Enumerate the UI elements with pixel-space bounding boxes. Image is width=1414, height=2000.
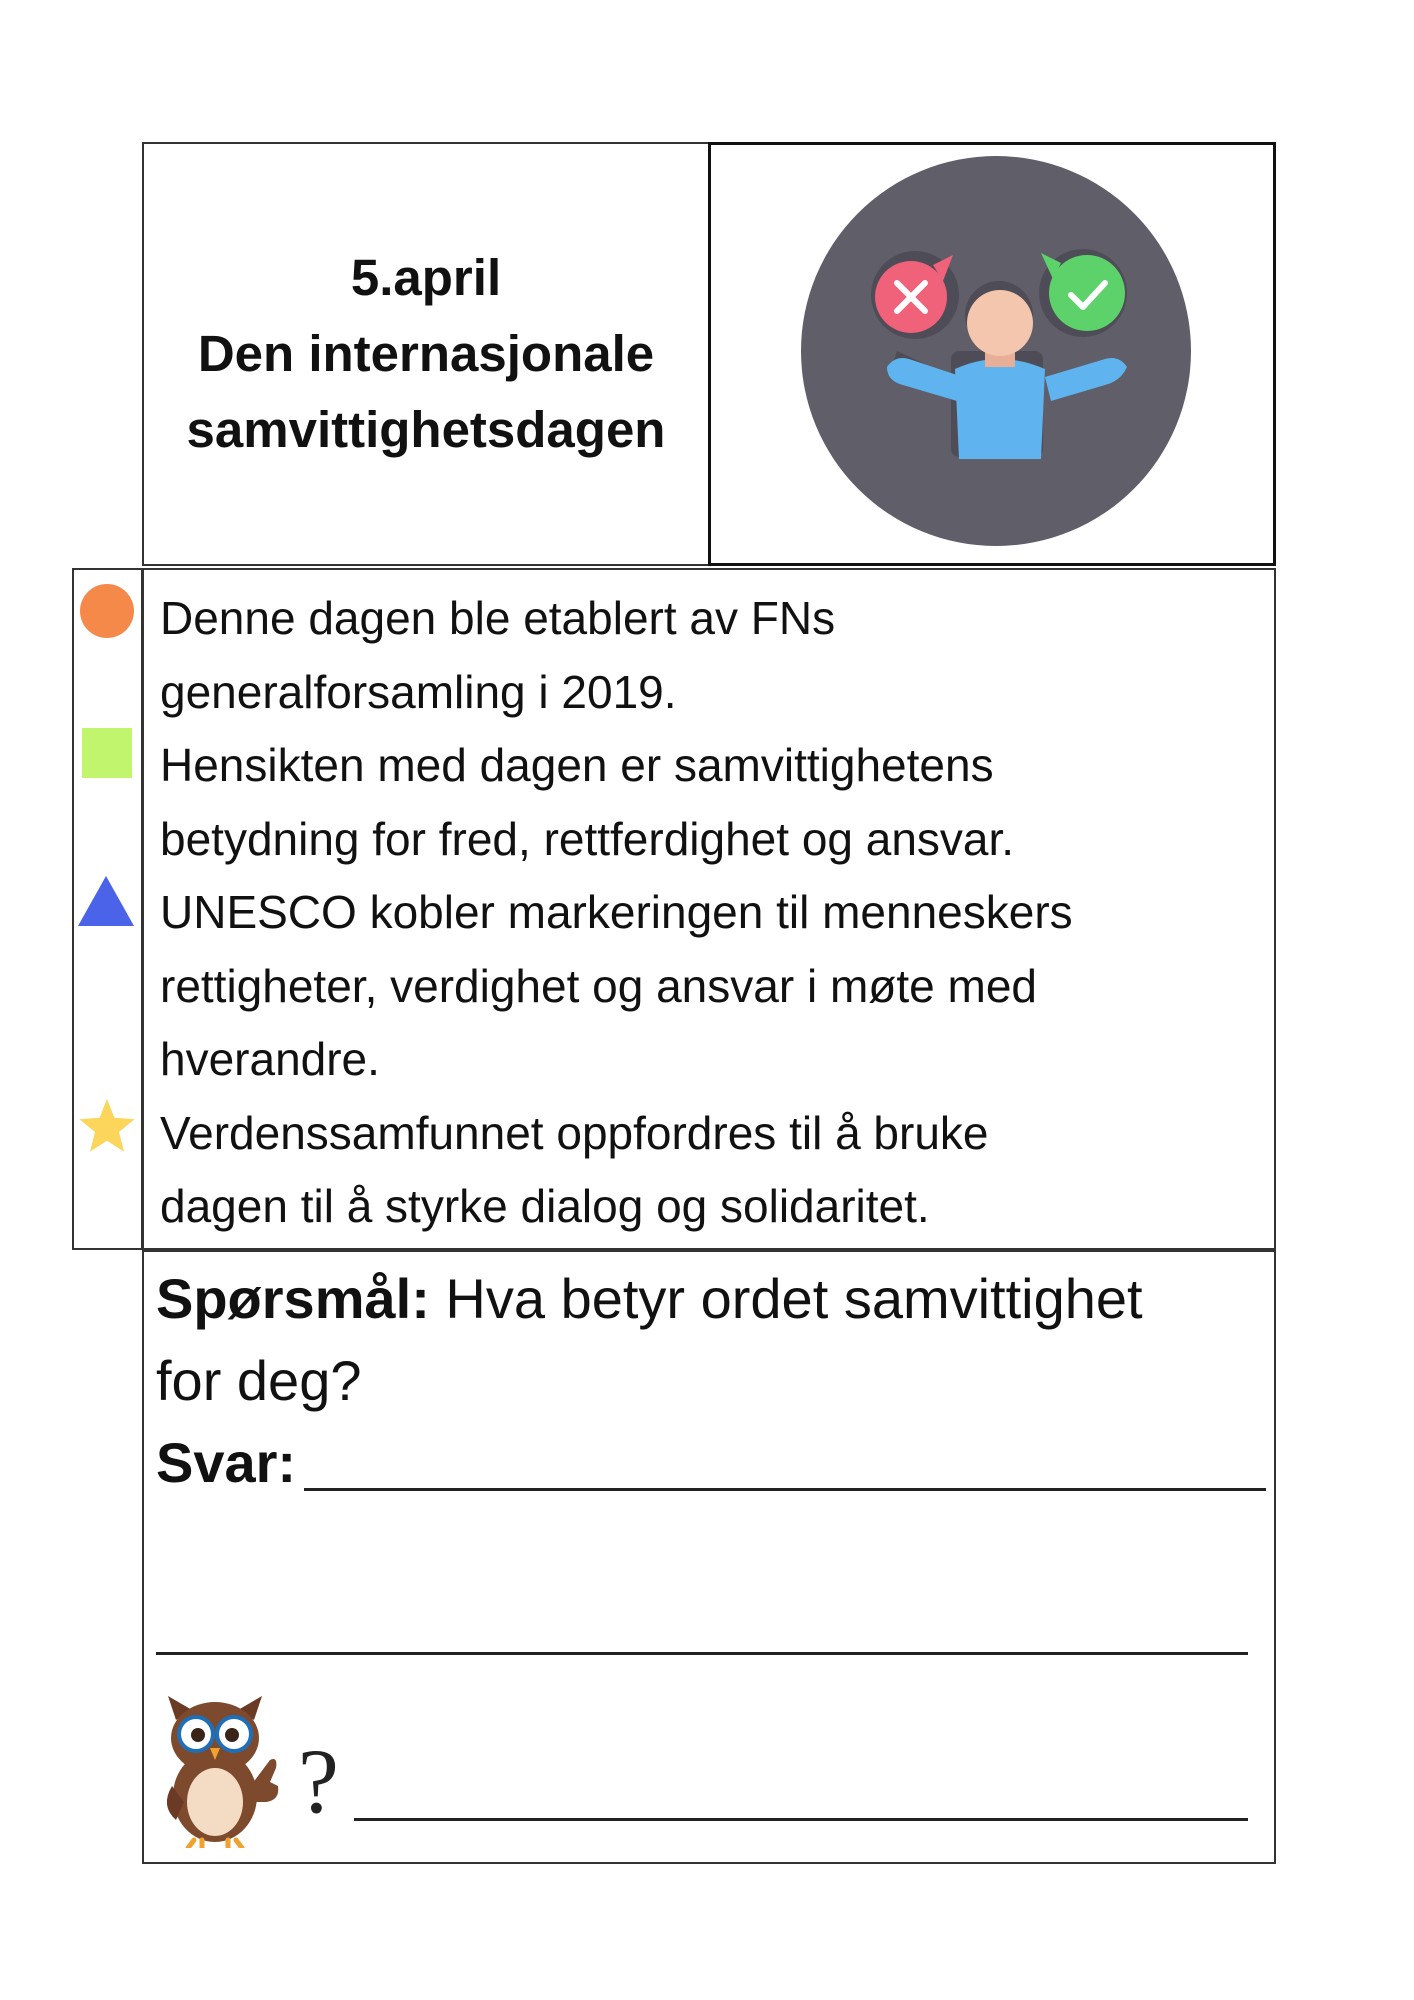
answer-line-2[interactable] (156, 1652, 1248, 1655)
answer-line-1[interactable] (304, 1488, 1266, 1491)
question-line-1 (156, 1266, 1143, 1331)
info-line: Verdenssamfunnet oppfordres til å bruke (160, 1106, 989, 1159)
question-label: Spørsmål: (156, 1267, 430, 1330)
info-line: dagen til å styrke dialog og solidaritet. (160, 1180, 930, 1232)
info-line: Denne dagen ble etablert av FNs (160, 592, 836, 644)
shape-column (72, 568, 143, 1250)
info-line: UNESCO kobler markeringen til menneskers (160, 886, 1073, 938)
image-cell (708, 142, 1276, 566)
triangle-icon (76, 874, 136, 928)
question-mark: ? (298, 1730, 339, 1832)
square-icon (80, 726, 134, 780)
title-cell (142, 142, 710, 566)
question-text-1: Hva betyr ordet samvittighet (445, 1267, 1143, 1330)
date-heading: 5.april (350, 249, 502, 306)
info-line: generalforsamling i 2019. (160, 665, 677, 718)
answer-line-3[interactable] (354, 1818, 1248, 1821)
star-icon (76, 1096, 138, 1158)
info-cell (142, 568, 1276, 1250)
title-line-1: Den internasjonale (197, 325, 655, 382)
question-text-2: for deg? (156, 1349, 362, 1412)
owl-thumbs-up-icon (158, 1690, 284, 1848)
right-bubble-icon (1039, 249, 1127, 337)
info-line: rettigheter, verdighet og ansvar i møte med (160, 959, 1037, 1012)
info-line: hverandre. (160, 1033, 380, 1085)
wrong-bubble-icon (871, 251, 959, 339)
circle-icon (78, 582, 136, 640)
info-line: betydning for fred, rettferdighet og ansvar. (160, 812, 1015, 865)
question-cell (142, 1250, 1276, 1864)
conscience-person-icon (711, 145, 1273, 563)
answer-label: Svar: (156, 1431, 297, 1494)
info-line: Hensikten med dagen er samvittighetens (160, 739, 994, 791)
title-line-2: samvittighetsdagen (186, 401, 666, 458)
